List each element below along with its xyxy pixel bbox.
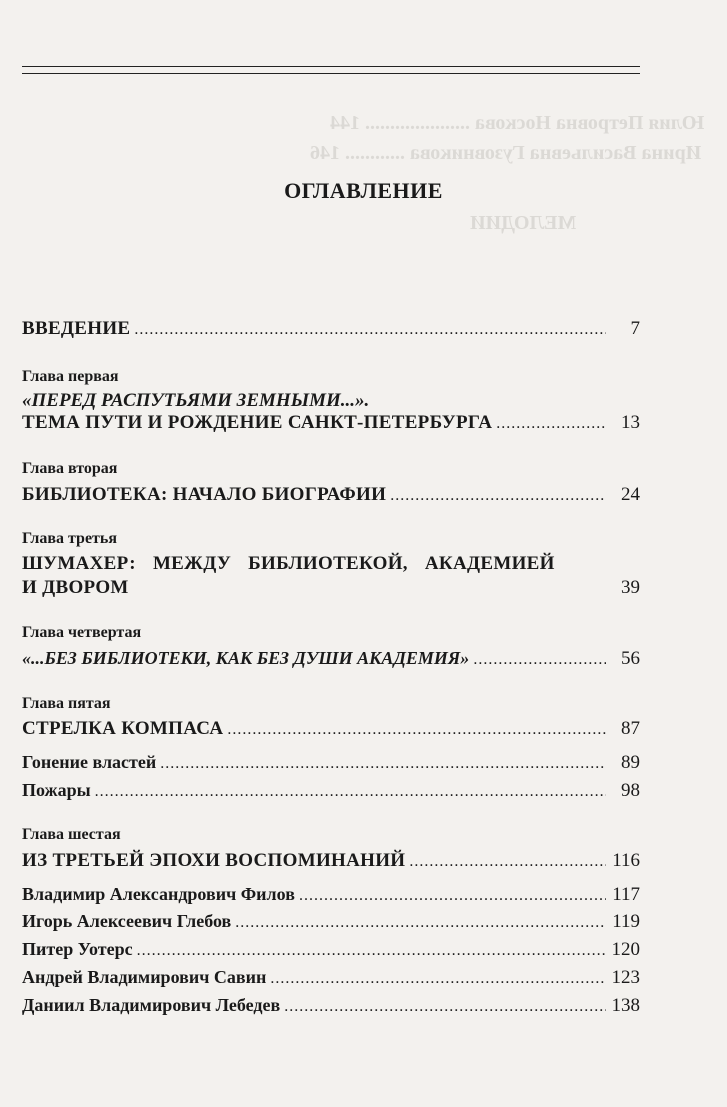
dot-leader — [95, 783, 606, 801]
header-rule-bottom — [22, 73, 640, 74]
toc-entry-subsection[interactable] — [22, 884, 640, 906]
show-through-decoration: Ирина Васильевна Гузовникова ............ 146 — [310, 142, 702, 164]
chapter-label: Глава третья — [22, 530, 118, 547]
dot-leader — [496, 415, 606, 433]
dot-leader — [160, 755, 606, 773]
chapter-label: Глава пятая — [22, 695, 111, 712]
entry-title: Пожары — [22, 780, 91, 800]
entry-page: 116 — [612, 850, 640, 871]
entry-title: Андрей Владимирович Савин — [22, 967, 267, 987]
toc-entry-subsection[interactable] — [22, 995, 640, 1017]
entry-page: 39 — [621, 577, 640, 598]
dot-leader — [270, 970, 606, 988]
entry-title: «...БЕЗ БИБЛИОТЕКИ, КАК БЕЗ ДУШИ АКАДЕМИЯ» — [22, 648, 470, 668]
dot-leader — [235, 914, 606, 932]
dot-leader — [284, 998, 606, 1016]
toc-entry-chapter-1[interactable] — [22, 412, 640, 434]
entry-page: 119 — [612, 911, 640, 932]
toc-entry-subsection[interactable] — [22, 780, 640, 802]
chapter-label: Глава вторая — [22, 460, 118, 477]
dot-leader — [299, 887, 606, 905]
entry-title: ВВЕДЕНИЕ — [22, 318, 131, 339]
entry-page: 123 — [611, 967, 640, 988]
entry-title: Даниил Владимирович Лебедев — [22, 995, 281, 1015]
show-through-decoration: МЕЛОДИИ — [470, 212, 577, 234]
dot-leader — [134, 321, 606, 339]
entry-title: СТРЕЛКА КОМПАСА — [22, 718, 224, 739]
toc-entry-chapter-4[interactable] — [22, 648, 640, 670]
dot-leader — [227, 721, 606, 739]
entry-page: 98 — [621, 780, 640, 801]
entry-page: 138 — [611, 995, 640, 1016]
entry-page: 56 — [621, 648, 640, 669]
toc-entry-chapter-6[interactable] — [22, 850, 640, 872]
page-title: ОГЛАВЛЕНИЕ — [284, 178, 443, 203]
chapter-label: Глава шестая — [22, 826, 121, 843]
entry-page: 24 — [621, 484, 640, 505]
dot-leader — [137, 942, 606, 960]
chapter-title-line: «ПЕРЕД РАСПУТЬЯМИ ЗЕМНЫМИ...». — [22, 390, 370, 411]
dot-leader — [409, 853, 606, 871]
entry-title: Гонение властей — [22, 752, 157, 772]
entry-title: Владимир Александрович Филов — [22, 884, 295, 904]
show-through-decoration: Юлия Петровна Носкова ..................... 144 — [330, 112, 705, 134]
entry-title: БИБЛИОТЕКА: НАЧАЛО БИОГРАФИИ — [22, 484, 387, 505]
entry-title: Питер Уотерс — [22, 939, 133, 959]
toc-entry-subsection[interactable] — [22, 752, 640, 774]
entry-title: И ДВОРОМ — [22, 577, 129, 598]
chapter-title-line: ШУМАХЕР: МЕЖДУ БИБЛИОТЕКОЙ, АКАДЕМИЕЙ — [22, 553, 555, 574]
dot-leader — [473, 651, 606, 669]
entry-page: 120 — [611, 939, 640, 960]
entry-page: 117 — [612, 884, 640, 905]
entry-title: ИЗ ТРЕТЬЕЙ ЭПОХИ ВОСПОМИНАНИЙ — [22, 850, 406, 871]
toc-entry-introduction[interactable] — [22, 318, 640, 340]
toc-entry-chapter-2[interactable] — [22, 484, 640, 506]
toc-entry-subsection[interactable] — [22, 911, 640, 933]
chapter-label: Глава четвертая — [22, 624, 142, 641]
toc-entry-subsection[interactable] — [22, 967, 640, 989]
entry-page: 13 — [621, 412, 640, 433]
toc-entry-chapter-3[interactable] — [22, 577, 640, 599]
toc-entry-chapter-5[interactable] — [22, 718, 640, 740]
header-rule-top — [22, 66, 640, 67]
entry-title: ТЕМА ПУТИ И РОЖДЕНИЕ САНКТ-ПЕТЕРБУРГА — [22, 412, 493, 433]
toc-entry-subsection[interactable] — [22, 939, 640, 961]
dot-leader — [390, 487, 606, 505]
entry-page: 89 — [621, 752, 640, 773]
entry-title: Игорь Алексеевич Глебов — [22, 911, 232, 931]
entry-page: 7 — [630, 318, 640, 339]
chapter-label: Глава первая — [22, 368, 119, 385]
entry-page: 87 — [621, 718, 640, 739]
